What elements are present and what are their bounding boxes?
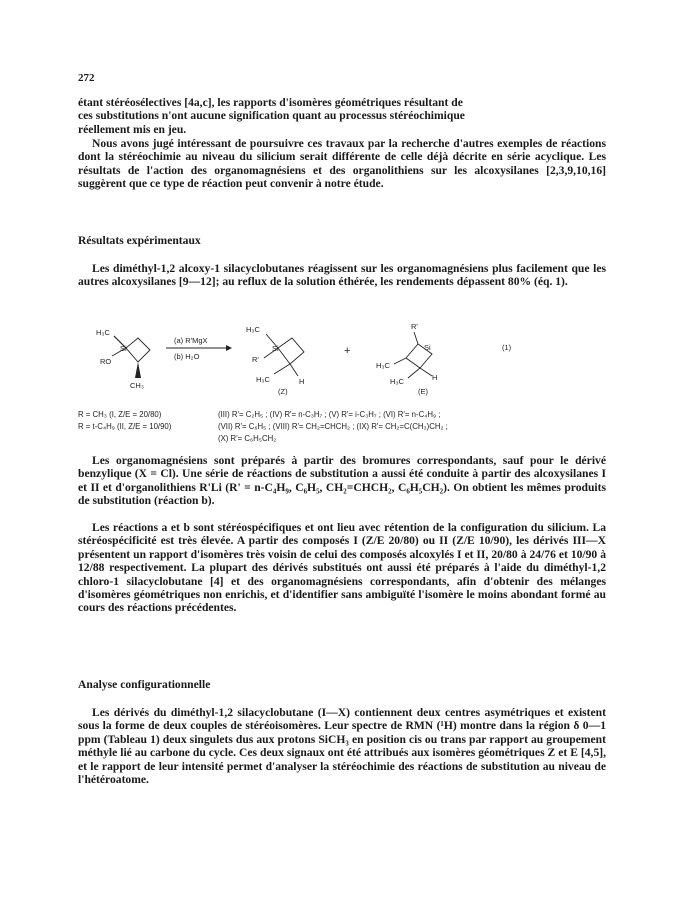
ring-bond bbox=[278, 338, 304, 364]
methyl-label: H₃C bbox=[96, 328, 110, 337]
paragraph: Les réactions a et b sont stéréospécifiques et ont lieu avec rétention de la configuration du silicium. La stéréospécificité est très élevée. A partir des composés I (Z/E 20/80) ou II (Z/E 10/90), les dérivés III—X présentent un rapport d'isomères très voisin de celui des composés alcoxylés I et II, 20/80 à 24/76 et 10/90 à 12/88 respectivement. La plupart des dérivés substitués ont aussi été préparés à l'aide du diméthyl-1,2 chloro-1 silacyclobutane [4] et des organomagnésiens correspondants, afin d'obtenir des mélanges d'isomères géométriques non enrichis, et d'identifier sans ambiguïté l'isomère le moins abondant formé au cours des réactions précédentes. bbox=[78, 521, 606, 615]
bond bbox=[274, 364, 290, 374]
product-legend-1: (III) R'= C₂H₅ ; (IV) R'= n-C₃H₇ ; (V) R'= i-C₃H₇ ; (VI) R'= n-C₄H₉ ; bbox=[218, 410, 441, 419]
bond bbox=[290, 364, 298, 376]
reaction-arrow bbox=[166, 336, 232, 361]
bond bbox=[414, 332, 418, 344]
starting-silacyclobutane bbox=[96, 328, 150, 390]
bond bbox=[408, 368, 420, 378]
paragraph-continuation bbox=[78, 96, 606, 136]
equation-number: (1) bbox=[502, 343, 512, 352]
bond bbox=[394, 358, 406, 364]
r-prime-label: R' bbox=[252, 355, 259, 364]
reaction-scheme bbox=[78, 318, 618, 444]
paragraph-results bbox=[78, 262, 606, 289]
wedge-bond bbox=[135, 362, 141, 378]
paragraph-stereospecificity bbox=[78, 521, 606, 615]
starting-material-legend-2: R = t-C₄H₉ (II, Z/E = 10/90) bbox=[78, 422, 172, 431]
methyl-label: CH₃ bbox=[130, 381, 144, 390]
paragraph: Les organomagnésiens sont préparés à partir des bromures correspondants, sauf pour le dérivé benzylique (X = Cl). Une série de réactions de substitution a aussi été conduite à partir des alcoxysilanes I et II et d'organolithiens R'Li (R' = n-C₄H₉, C₆H₅, CH₂=CHCH₂, C₆H₅CH₂). On obtient les mêmes produits de substitution (réaction b). bbox=[78, 454, 606, 508]
paragraph: Les diméthyl-1,2 alcoxy-1 silacyclobutanes réagissent sur les organomagnésiens plus facilement que les autres alcoxysilanes [9—12]; au reflux de la solution éthérée, les rendements dépassent 80% (éq. 1). bbox=[78, 262, 606, 289]
arrow-head bbox=[226, 345, 232, 351]
text-line: ces substitutions n'ont aucune signification quant au processus stéréochimique bbox=[78, 109, 465, 123]
isomer-label-e: (E) bbox=[418, 387, 428, 396]
r-prime-label: R' bbox=[411, 322, 418, 331]
starting-material-legend-1: R = CH₃ (I, Z/E = 20/80) bbox=[78, 410, 162, 419]
product-legend-3: (X) R'= C₆H₅CH₂ bbox=[218, 434, 277, 443]
product-e bbox=[376, 322, 437, 396]
hydrogen-label: H bbox=[299, 377, 305, 386]
reagent-a: (a) R'MgX bbox=[174, 336, 208, 345]
methyl-label: H₃C bbox=[256, 375, 270, 384]
silicon-label: Si bbox=[272, 344, 279, 353]
reagent-b: (b) H₂O bbox=[174, 352, 200, 361]
paragraph-configuration bbox=[78, 706, 606, 786]
plus-sign: + bbox=[344, 345, 351, 357]
section-heading-configuration: Analyse configurationnelle bbox=[78, 678, 211, 691]
text-line: réellement mis en jeu. bbox=[78, 122, 187, 136]
text-line: étant stéréosélectives [4a,c], les rapports d'isomères géométriques résultant de bbox=[78, 96, 463, 109]
methyl-label: H₃C bbox=[376, 361, 390, 370]
hydrogen-label: H bbox=[432, 373, 438, 382]
bond bbox=[420, 368, 432, 376]
product-legend-2: (VII) R'= C₆H₅ ; (VIII) R'= CH₂=CHCH₂ ; (IX) R'= CH₂=C(CH₃)CH₂ ; bbox=[218, 422, 448, 431]
methyl-label: H₃C bbox=[390, 377, 404, 386]
paragraph-intro bbox=[78, 137, 606, 191]
methyl-label: H₃C bbox=[246, 325, 260, 334]
page-number: 272 bbox=[78, 72, 95, 84]
isomer-label-z: (Z) bbox=[278, 387, 288, 396]
silicon-label: Si bbox=[424, 343, 431, 352]
section-heading-results: Résultats expérimentaux bbox=[78, 234, 201, 247]
silicon-label: Si bbox=[120, 344, 127, 353]
product-z bbox=[246, 325, 304, 396]
alkoxy-label: RO bbox=[100, 357, 112, 366]
paragraph: Nous avons jugé intéressant de poursuivre ces travaux par la recherche d'autres exemples de réactions dont la stéréochimie au niveau du silicium serait différente de celle déjà décrite en série acyclique. Les résultats de l'action des organomagnésiens et des organolithiens sur les alcoxysilanes [2,3,9,10,16] suggèrent que ce type de réaction peut convenir à notre étude. bbox=[78, 137, 606, 191]
paragraph-preparation bbox=[78, 454, 606, 508]
paragraph: Les dérivés du diméthyl-1,2 silacyclobutane (I—X) contiennent deux centres asymétriques et existent sous la forme de deux couples de stéréoisomères. Leur spectre de RMN (¹H) montre dans la région δ 0—1 ppm (Tableau 1) deux singulets dus aux protons SiCH₃ en position cis ou trans par rapport au groupement méthyle lié au carbone du cycle. Ces deux signaux ont été attribués aux isomères géométriques Z et E [4,5], et le rapport de leur intensité permet d'analyser la stéréochimie des réactions de substitution au niveau de l'hétéroatome. bbox=[78, 706, 606, 787]
